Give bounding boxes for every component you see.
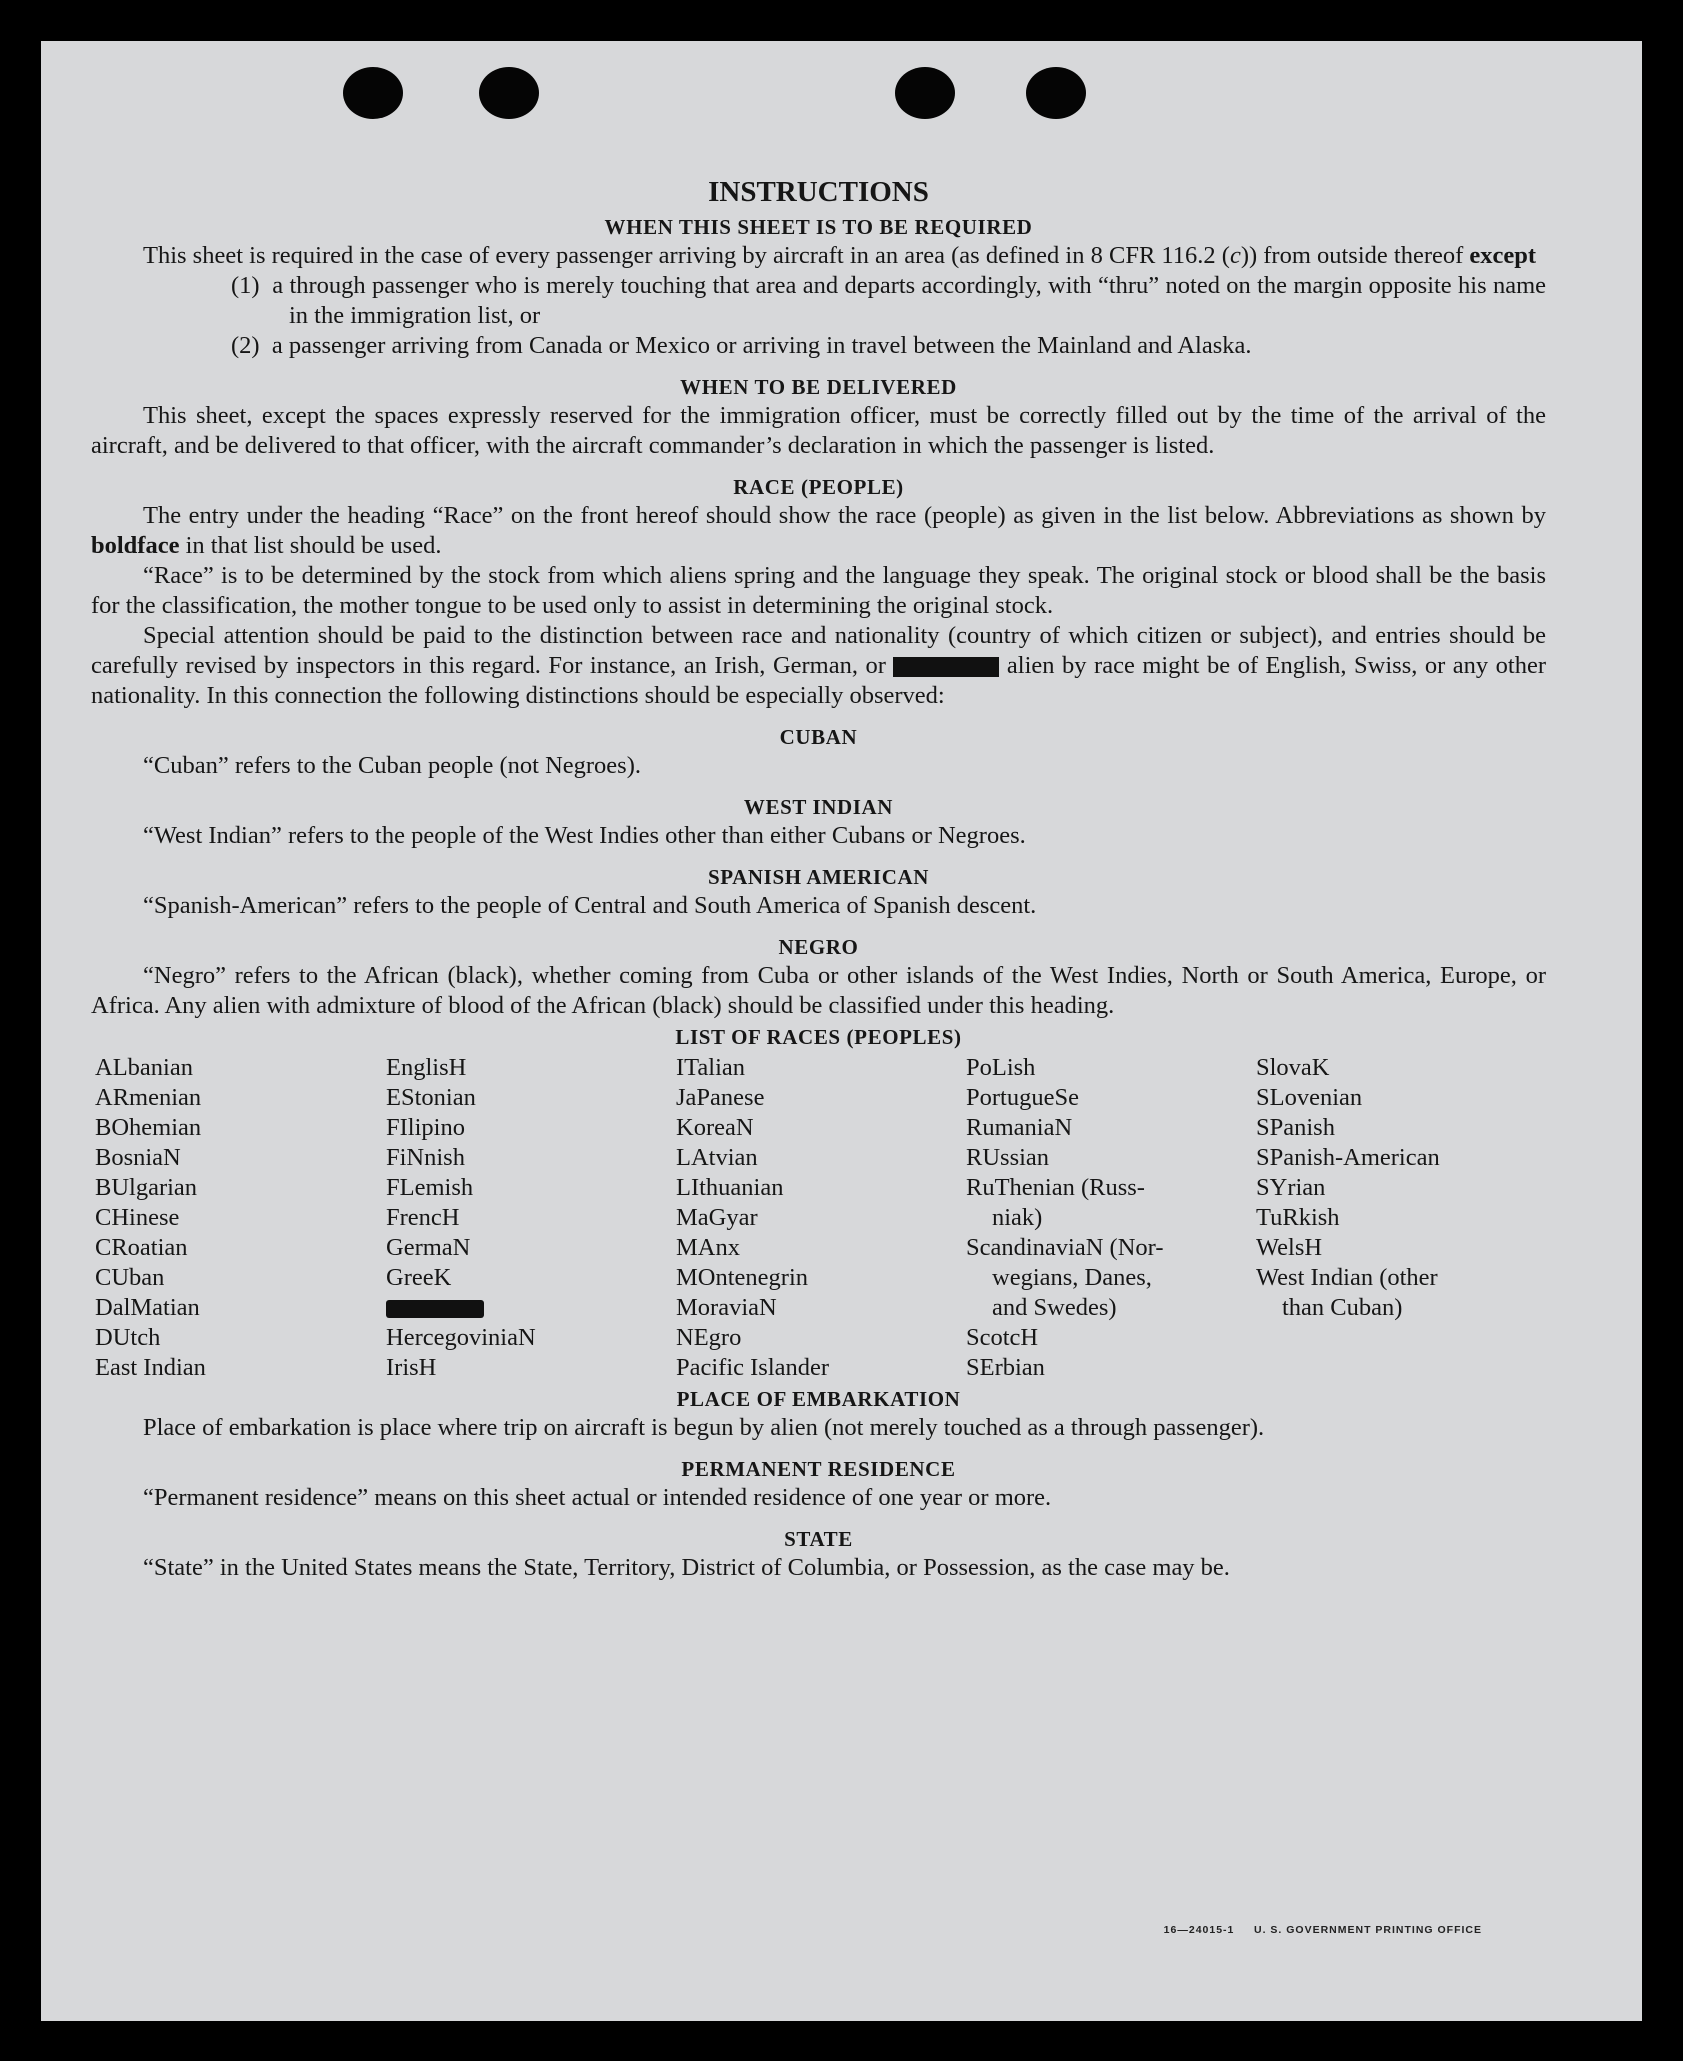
heading-when-required: WHEN THIS SHEET IS TO BE REQUIRED	[604, 215, 1033, 239]
paragraph-when-required: This sheet is required in the case of every passenger arriving by aircraft in an area (as defined in 8 CFR 116.2 (c)) from outside thereof except	[143, 242, 1537, 269]
race-item: MOntenegrin	[676, 1264, 808, 1291]
race-item: RuThenian (Russ-	[966, 1174, 1145, 1201]
race-item: FIlipino	[386, 1114, 465, 1141]
race-item: Pacific Islander	[676, 1354, 830, 1381]
paragraph-race-2: “Race” is to be determined by the stock from which aliens spring and the language they speak. The original stock or blood shall be the basis for the classification, the mother tongue to be used only to assist in determining the original stock.	[91, 562, 1546, 619]
race-item: BosniaN	[95, 1144, 181, 1171]
race-item: FrencH	[386, 1204, 460, 1231]
race-item: CHinese	[95, 1204, 180, 1231]
instructions-content	[91, 171, 1546, 1583]
race-item: SLovenian	[1256, 1084, 1363, 1111]
heading-when-delivered: WHEN TO BE DELIVERED	[680, 375, 957, 399]
race-column-3	[676, 1053, 829, 1383]
paragraph-state: “State” in the United States means the State, Territory, District of Columbia, or Possession, as the case may be.	[143, 1554, 1230, 1581]
race-item: PortugueSe	[966, 1084, 1079, 1111]
heading-state: STATE	[784, 1527, 853, 1551]
redaction-mark	[893, 657, 999, 677]
race-item: ARmenian	[95, 1084, 202, 1111]
heading-cuban: CUBAN	[779, 725, 858, 749]
paragraph-spanish-american: “Spanish-American” refers to the people of Central and South America of Spanish descent.	[143, 892, 1037, 919]
race-item: WelsH	[1256, 1234, 1323, 1261]
race-item: SErbian	[966, 1354, 1045, 1381]
race-item: East Indian	[95, 1354, 206, 1381]
race-item: GreeK	[386, 1264, 452, 1291]
redaction-mark	[386, 1300, 484, 1318]
race-item: DalMatian	[95, 1294, 200, 1321]
race-item: LIthuanian	[676, 1174, 784, 1201]
punch-hole	[1026, 67, 1086, 119]
page-title: INSTRUCTIONS	[708, 176, 929, 208]
race-item: RumaniaN	[966, 1114, 1073, 1141]
race-item: EnglisH	[386, 1054, 467, 1081]
race-item: ScandinaviaN (Nor-	[966, 1234, 1164, 1261]
race-list	[91, 1053, 1546, 1383]
paragraph-when-delivered: This sheet, except the spaces expressly reserved for the immigration officer, must be correctly filled out by the time of the arrival of the aircraft, and be delivered to that officer, with the aircraft commander’s declaration in which the passenger is listed.	[91, 402, 1546, 459]
punch-hole	[343, 67, 403, 119]
race-item: RUssian	[966, 1144, 1050, 1171]
race-item-continued: than Cuban)	[1282, 1294, 1403, 1321]
race-item: MaGyar	[676, 1204, 758, 1231]
race-item: KoreaN	[676, 1114, 754, 1141]
race-item: SPanish	[1256, 1114, 1335, 1141]
race-column-5	[1256, 1053, 1440, 1323]
paragraph-negro: “Negro” refers to the African (black), whether coming from Cuba or other islands of the West Indies, North or South America, Europe, or Africa. Any alien with admixture of blood of the African (black) should be classified under this heading.	[91, 962, 1546, 1019]
race-item: BUlgarian	[95, 1174, 198, 1201]
paragraph-race-3: Special attention should be paid to the distinction between race and nationality (country of which citizen or subject), and entries should be carefully revised by inspectors in this regard. For instance, an Irish, German, or alien by race might be of English, Swiss, or any other nationality. In this connection the following distinctions should be especially observed:	[91, 622, 1546, 709]
form-number: 16—24015-1	[1163, 1924, 1235, 1936]
race-column-1	[95, 1053, 206, 1383]
heading-permanent-residence: PERMANENT RESIDENCE	[681, 1457, 956, 1481]
race-item: FLemish	[386, 1174, 474, 1201]
race-item: MAnx	[676, 1234, 740, 1261]
printer-name: U. S. GOVERNMENT PRINTING OFFICE	[1253, 1924, 1482, 1936]
document-page	[41, 41, 1642, 2021]
heading-race: RACE (PEOPLE)	[733, 475, 904, 499]
race-item: West Indian (other	[1256, 1264, 1438, 1291]
paragraph-cuban: “Cuban” refers to the Cuban people (not Negroes).	[143, 752, 641, 779]
race-column-4	[966, 1053, 1163, 1383]
paragraph-race-1: The entry under the heading “Race” on the front hereof should show the race (people) as given in the list below. Abbreviations as shown by boldface in that list should be used.	[91, 502, 1546, 559]
race-item: MoraviaN	[676, 1294, 777, 1321]
race-item: SYrian	[1256, 1174, 1326, 1201]
race-item: ALbanian	[95, 1054, 193, 1081]
heading-negro: NEGRO	[778, 935, 859, 959]
heading-spanish-american: SPANISH AMERICAN	[708, 865, 929, 889]
race-item: JaPanese	[676, 1084, 765, 1111]
race-item: FiNnish	[386, 1144, 465, 1171]
race-item: CUban	[95, 1264, 165, 1291]
paragraph-embarkation: Place of embarkation is place where trip on aircraft is begun by alien (not merely touched as a through passenger).	[143, 1414, 1265, 1441]
race-item: SPanish-American	[1256, 1144, 1440, 1171]
heading-west-indian: WEST INDIAN	[743, 795, 894, 819]
heading-embarkation: PLACE OF EMBARKATION	[676, 1387, 961, 1411]
race-item: DUtch	[95, 1324, 161, 1351]
paragraph-permanent-residence: “Permanent residence” means on this sheet actual or intended residence of one year or more.	[143, 1484, 1052, 1511]
punch-hole	[895, 67, 955, 119]
race-item: ScotcH	[966, 1324, 1039, 1351]
race-item: EStonian	[386, 1084, 476, 1111]
race-item: NEgro	[676, 1324, 742, 1351]
race-item: ITalian	[676, 1054, 746, 1081]
race-column-2	[386, 1053, 536, 1383]
exception-item-1: (1) a through passenger who is merely touching that area and departs accordingly, with “thru” noted on the margin opposite his name in the immigration list, or	[231, 272, 1547, 329]
punch-hole	[479, 67, 539, 119]
race-item-redacted	[386, 1293, 536, 1323]
race-item: HercegoviniaN	[386, 1324, 536, 1351]
paragraph-west-indian: “West Indian” refers to the people of the West Indies other than either Cubans or Negroes.	[143, 822, 1026, 849]
exception-item-2: (2) a passenger arriving from Canada or Mexico or arriving in travel between the Mainland and Alaska.	[231, 332, 1252, 359]
heading-list-of-races: LIST OF RACES (PEOPLES)	[675, 1025, 962, 1049]
race-item: LAtvian	[676, 1144, 758, 1171]
race-item: PoLish	[966, 1054, 1036, 1081]
race-item: SlovaK	[1256, 1054, 1330, 1081]
race-item: BOhemian	[95, 1114, 202, 1141]
race-item-continued: and Swedes)	[992, 1294, 1117, 1321]
race-item: CRoatian	[95, 1234, 188, 1261]
race-item-continued: niak)	[992, 1204, 1043, 1231]
race-item: IrisH	[386, 1354, 437, 1381]
race-item: GermaN	[386, 1234, 471, 1261]
race-item: TuRkish	[1256, 1204, 1340, 1231]
print-footer	[1164, 1924, 1482, 1936]
race-item-continued: wegians, Danes,	[992, 1264, 1152, 1291]
